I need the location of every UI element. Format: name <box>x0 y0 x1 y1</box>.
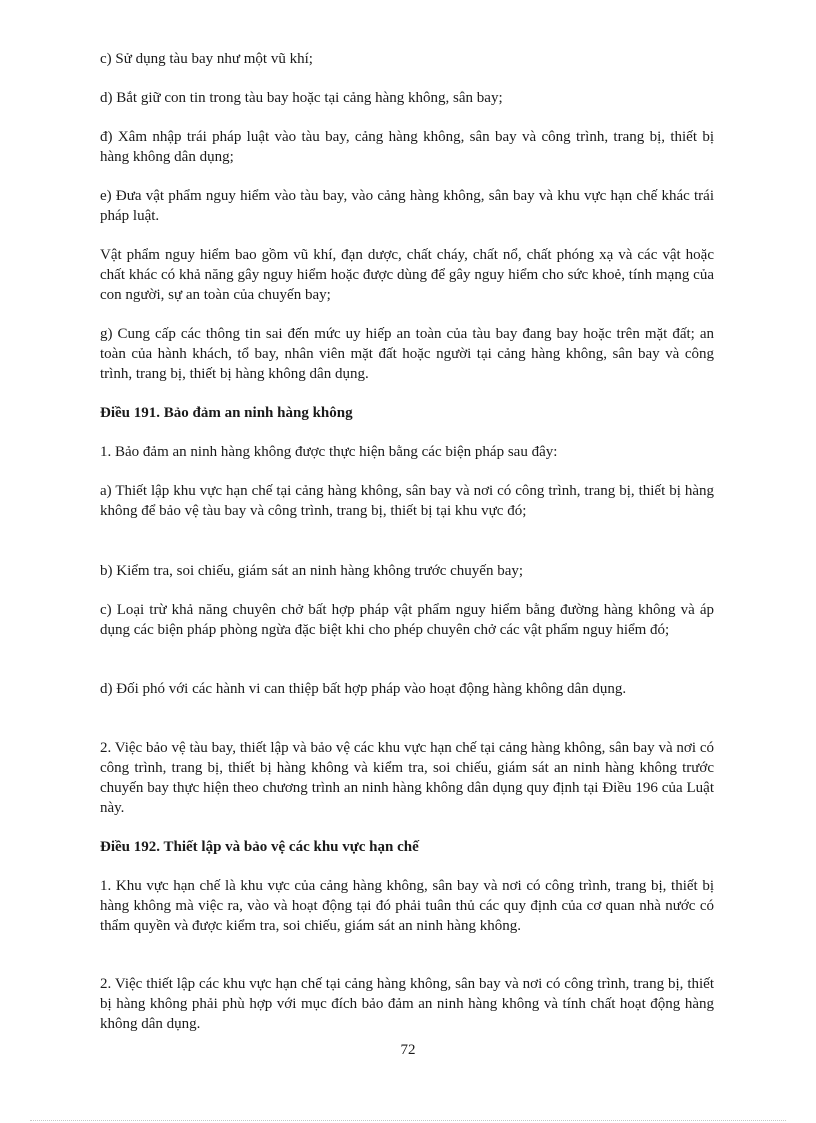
paragraph-191-1: 1. Bảo đảm an ninh hàng không được thực hiện bằng các biện pháp sau đây: <box>100 444 558 460</box>
paragraph-192-2: 2. Việc thiết lập các khu vực hạn chế tại cảng hàng không, sân bay và nơi có công trình, trang bị, thiết bị hàng không phải phù hợp với mục đích bảo đảm an ninh hàng không và tính chất hoạt động hàng không dân dụng. <box>100 976 714 1032</box>
page-bottom-divider <box>30 1120 786 1121</box>
paragraph-191-2: 2. Việc bảo vệ tàu bay, thiết lập và bảo vệ các khu vực hạn chế tại cảng hàng không, sân bay và nơi có công trình, trang bị, thiết bị hàng không và kiểm tra, soi chiếu, giám sát an ninh hàng không trước chuyến bay thực hiện theo chương trình an ninh hàng không dân dụng quy định tại Điều 196 của Luật này. <box>100 740 714 816</box>
paragraph-191-1d: d) Đối phó với các hành vi can thiệp bất hợp pháp vào hoạt động hàng không dân dụng. <box>100 681 627 697</box>
paragraph-item-dd: đ) Xâm nhập trái pháp luật vào tàu bay, cảng hàng không, sân bay và công trình, trang bị, thiết bị hàng không dân dụng; <box>100 129 714 165</box>
paragraph-item-g: g) Cung cấp các thông tin sai đến mức uy hiếp an toàn của tàu bay đang bay hoặc trên mặt đất; an toàn của hành khách, tổ bay, nhân viên mặt đất hoặc người tại cảng hàng không, sân bay và công trình, trang bị, thiết bị hàng không dân dụng. <box>100 326 714 382</box>
article-191-heading: Điều 191. Bảo đảm an ninh hàng không <box>100 405 353 421</box>
paragraph-dangerous-goods: Vật phẩm nguy hiểm bao gồm vũ khí, đạn dược, chất cháy, chất nổ, chất phóng xạ và các vật hoặc chất khác có khả năng gây nguy hiểm hoặc được dùng để gây nguy hiểm cho sức khoẻ, tính mạng của con người, sự an toàn của chuyến bay; <box>100 247 714 303</box>
article-192-heading: Điều 192. Thiết lập và bảo vệ các khu vực hạn chế <box>100 839 419 855</box>
page-number: 72 <box>400 1042 416 1058</box>
paragraph-191-1b: b) Kiểm tra, soi chiếu, giám sát an ninh hàng không trước chuyến bay; <box>100 563 524 579</box>
paragraph-item-e: e) Đưa vật phẩm nguy hiểm vào tàu bay, vào cảng hàng không, sân bay và khu vực hạn chế khác trái pháp luật. <box>100 188 714 224</box>
paragraph-item-c: c) Sử dụng tàu bay như một vũ khí; <box>100 51 313 67</box>
paragraph-191-1c: c) Loại trừ khả năng chuyên chở bất hợp pháp vật phẩm nguy hiểm bằng đường hàng không và áp dụng các biện pháp phòng ngừa đặc biệt khi cho phép chuyên chở các vật phẩm nguy hiểm đó; <box>100 602 714 638</box>
paragraph-192-1: 1. Khu vực hạn chế là khu vực của cảng hàng không, sân bay và nơi có công trình, trang bị, thiết bị hàng không mà việc ra, vào và hoạt động tại đó phải tuân thủ các quy định của cơ quan nhà nước có thẩm quyền và được kiểm tra, soi chiếu, giám sát an ninh hàng không. <box>100 878 714 934</box>
paragraph-item-d: d) Bắt giữ con tin trong tàu bay hoặc tại cảng hàng không, sân bay; <box>100 90 503 106</box>
paragraph-191-1a: a) Thiết lập khu vực hạn chế tại cảng hàng không, sân bay và nơi có công trình, trang bị, thiết bị hàng không để bảo vệ tàu bay và công trình, trang bị, thiết bị tại khu vực đó; <box>100 483 714 519</box>
